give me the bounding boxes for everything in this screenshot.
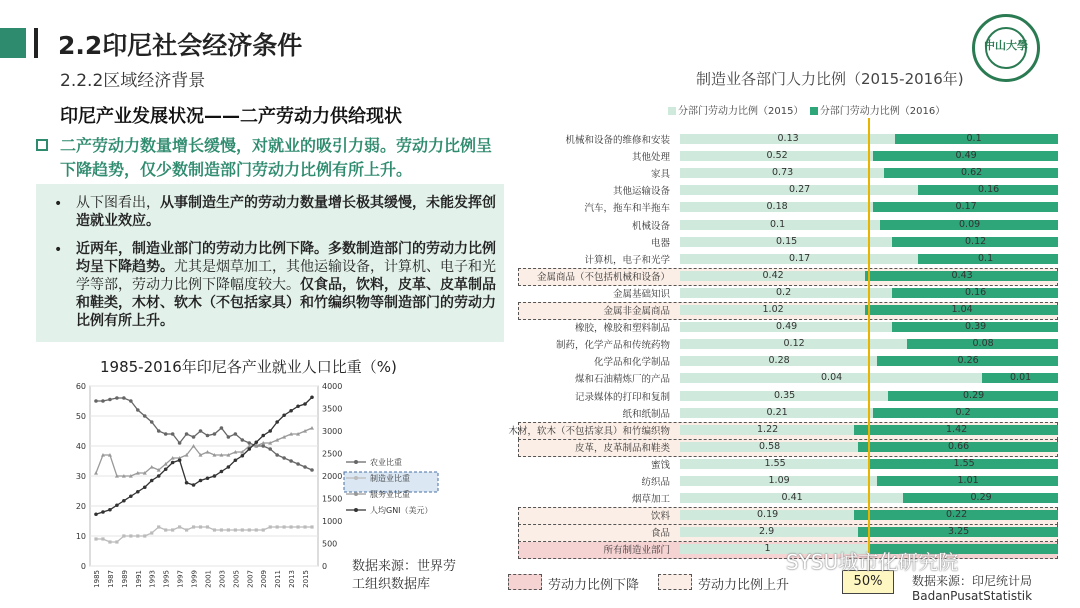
value-label-2015: 0.58 bbox=[759, 440, 781, 452]
legend-2015-label: 分部门劳动力比例（2015） bbox=[678, 106, 804, 117]
value-label-2016: 3.25 bbox=[948, 526, 970, 538]
data-point bbox=[220, 528, 223, 531]
bullet-1 bbox=[76, 194, 496, 230]
value-label-2016: 0.2 bbox=[955, 406, 971, 418]
value-label-2015: 1 bbox=[764, 543, 771, 555]
legend-label: 农业比重 bbox=[370, 458, 402, 467]
value-label-2016: 1.55 bbox=[953, 457, 975, 469]
x-tick-label: 2001 bbox=[204, 570, 213, 588]
data-point bbox=[269, 525, 272, 528]
category-label: 其他运输设备 bbox=[612, 186, 670, 198]
data-point bbox=[275, 453, 279, 457]
data-point bbox=[164, 432, 168, 436]
left-chart-legend bbox=[342, 452, 442, 520]
data-point bbox=[303, 402, 307, 406]
y-tick-label: 20 bbox=[75, 502, 86, 511]
bullet-2 bbox=[76, 240, 496, 330]
right-chart-legend bbox=[668, 102, 945, 117]
square-bullet-icon bbox=[36, 139, 48, 151]
page-title: 2.2印尼社会经济条件 bbox=[58, 31, 303, 60]
data-point bbox=[276, 525, 279, 528]
data-point bbox=[241, 438, 245, 442]
data-point bbox=[192, 525, 195, 528]
value-label-2015: 0.15 bbox=[776, 235, 798, 247]
data-point bbox=[255, 528, 258, 531]
value-label-2016: 0.39 bbox=[965, 321, 987, 333]
value-label-2015: 0.35 bbox=[774, 389, 796, 401]
data-point bbox=[261, 434, 265, 438]
legend-down-swatch bbox=[508, 574, 542, 590]
data-point bbox=[185, 528, 188, 531]
data-point bbox=[213, 432, 217, 436]
data-point bbox=[234, 528, 237, 531]
y-tick-label: 0 bbox=[80, 562, 86, 571]
value-label-2015: 0.52 bbox=[766, 150, 788, 162]
category-label: 计算机，电子和光学 bbox=[584, 254, 670, 266]
value-label-2016: 0.16 bbox=[978, 184, 1000, 196]
x-tick-label: 1999 bbox=[190, 570, 199, 588]
data-point bbox=[122, 534, 125, 537]
data-point bbox=[275, 420, 279, 424]
data-point bbox=[241, 454, 245, 458]
left-chart bbox=[62, 378, 362, 594]
category-label: 电器 bbox=[650, 237, 670, 249]
data-point bbox=[220, 470, 224, 474]
x-tick-label: 1987 bbox=[106, 570, 115, 588]
category-label: 机械和设备的维修和安装 bbox=[565, 135, 670, 146]
data-point bbox=[150, 420, 154, 424]
value-label-2016: 0.29 bbox=[970, 492, 992, 504]
legend-label: 制造业比重 bbox=[370, 474, 410, 483]
logo-text: 中山大學 bbox=[984, 39, 1028, 52]
x-tick-label: 2005 bbox=[232, 570, 241, 588]
data-point bbox=[192, 483, 196, 487]
value-label-2016: 0.29 bbox=[963, 389, 985, 401]
category-label: 汽车，拖车和半拖车 bbox=[584, 203, 670, 215]
category-label: 化学品和化学制品 bbox=[593, 357, 670, 369]
data-point bbox=[115, 540, 118, 543]
data-point bbox=[164, 528, 167, 531]
data-point bbox=[178, 441, 182, 445]
data-point bbox=[94, 399, 98, 403]
value-label-2015: 0.27 bbox=[789, 184, 811, 196]
x-tick-label: 1991 bbox=[134, 570, 143, 588]
bullet-2-text: 尤其是烟草加工，其他运输设备，计算机、电子和光学等部，劳动力比例下降幅度较大。 bbox=[76, 259, 496, 293]
value-label-2015: 0.21 bbox=[766, 406, 788, 418]
data-point bbox=[310, 525, 313, 528]
data-point bbox=[171, 528, 174, 531]
data-point bbox=[157, 429, 161, 433]
data-point bbox=[220, 426, 224, 430]
legend-down-label: 劳动力比例下降 bbox=[548, 578, 640, 593]
value-label-2015: 0.17 bbox=[789, 252, 811, 264]
category-label: 家具 bbox=[650, 169, 670, 181]
y2-tick-label: 500 bbox=[322, 539, 338, 549]
right-chart-title: 制造业各部门人力比例（2015-2016年) bbox=[696, 70, 964, 88]
x-tick-label: 2007 bbox=[246, 570, 255, 588]
bullet-dot-icon: • bbox=[54, 196, 63, 212]
value-label-2015: 1.55 bbox=[764, 457, 786, 469]
value-label-2015: 0.2 bbox=[776, 286, 792, 298]
value-label-2016: 0.66 bbox=[948, 440, 970, 452]
data-point bbox=[254, 440, 258, 444]
category-label: 机械设备 bbox=[631, 220, 670, 232]
data-point bbox=[261, 444, 265, 448]
data-point bbox=[150, 531, 153, 534]
data-point bbox=[227, 528, 230, 531]
data-point bbox=[185, 432, 189, 436]
data-point bbox=[136, 534, 139, 537]
value-label-2016: 0.43 bbox=[951, 269, 973, 281]
data-point bbox=[206, 476, 210, 480]
value-label-2016: 0.22 bbox=[946, 509, 968, 521]
y2-tick-label: 1500 bbox=[322, 494, 343, 504]
value-label-2016: 1.42 bbox=[946, 423, 968, 435]
left-chart-source: 数据来源：世界劳工组织数据库 bbox=[352, 559, 457, 592]
data-point bbox=[143, 485, 147, 489]
x-tick-label: 1985 bbox=[93, 570, 101, 588]
data-point bbox=[282, 456, 286, 460]
data-point bbox=[268, 429, 272, 433]
data-point bbox=[143, 414, 147, 418]
category-label: 金属商品（不包括机械和设备） bbox=[536, 271, 670, 283]
category-label: 煤和石油精炼厂的产品 bbox=[574, 374, 670, 386]
data-point bbox=[115, 396, 119, 400]
data-point bbox=[129, 494, 133, 498]
category-label: 橡胶，橡胶和塑料制品 bbox=[574, 323, 670, 335]
data-point bbox=[129, 399, 133, 403]
legend-label: 人均GNI（美元） bbox=[370, 506, 433, 515]
y2-tick-label: 3500 bbox=[322, 404, 343, 414]
data-point bbox=[157, 474, 161, 478]
data-point bbox=[171, 461, 175, 465]
value-label-2015: 2.9 bbox=[759, 526, 775, 538]
page-subtitle: 2.2.2区域经济背景 bbox=[60, 71, 206, 91]
value-label-2016: 0.1 bbox=[978, 252, 994, 264]
value-label-2015: 0.73 bbox=[772, 167, 794, 179]
category-label: 制药，化学产品和传统药物 bbox=[555, 340, 670, 352]
value-label-2015: 0.19 bbox=[757, 509, 779, 521]
value-label-2015: 0.42 bbox=[762, 269, 784, 281]
category-label: 蜜饯 bbox=[650, 459, 670, 471]
data-point bbox=[296, 404, 300, 408]
data-point bbox=[136, 408, 140, 412]
category-label: 皮革，皮革制品和鞋类 bbox=[574, 442, 670, 454]
y-tick-label: 60 bbox=[75, 382, 86, 391]
data-point bbox=[94, 512, 98, 516]
data-point bbox=[289, 459, 293, 463]
x-tick-label: 1989 bbox=[120, 570, 129, 588]
category-label: 木材，软木（不包括家具）和竹编织物 bbox=[508, 425, 670, 437]
x-tick-label: 2015 bbox=[302, 570, 311, 588]
value-label-2016: 0.17 bbox=[955, 201, 977, 213]
data-point bbox=[185, 481, 189, 485]
data-point bbox=[289, 409, 293, 413]
data-point bbox=[122, 396, 126, 400]
left-chart-y-axis bbox=[76, 382, 86, 571]
data-point bbox=[157, 525, 160, 528]
accent-bar bbox=[34, 28, 38, 58]
x-tick-label: 2011 bbox=[274, 570, 283, 588]
data-point bbox=[164, 467, 168, 471]
category-label: 记录媒体的打印和复制 bbox=[574, 391, 670, 403]
x-tick-label: 2003 bbox=[218, 570, 227, 588]
y-tick-label: 10 bbox=[75, 532, 86, 541]
category-label: 食品 bbox=[650, 528, 670, 540]
value-label-2016: 0.09 bbox=[959, 218, 981, 230]
legend-marker bbox=[354, 508, 358, 512]
data-point bbox=[206, 434, 210, 438]
data-point bbox=[248, 528, 251, 531]
x-tick-label: 1993 bbox=[148, 570, 157, 588]
category-label: 纺织品 bbox=[641, 477, 670, 488]
data-point bbox=[136, 490, 140, 494]
main-point-text: 二产劳动力数量增长缓慢，对就业的吸引力弱。劳动力比例呈下降趋势，仅少数制造部门劳动力比例有所上升。 bbox=[60, 136, 493, 179]
value-label-2016: 0.08 bbox=[972, 338, 994, 350]
watermark-text: SYSU城市化研究院 bbox=[786, 550, 959, 574]
value-label-2015: 1.02 bbox=[762, 304, 784, 315]
data-point bbox=[94, 537, 97, 540]
data-point bbox=[178, 525, 181, 528]
right-chart-source-2: BadanPusatStatistik bbox=[912, 589, 1033, 603]
left-chart-x-axis bbox=[93, 570, 310, 588]
y-tick-label: 30 bbox=[75, 472, 86, 481]
y2-tick-label: 2000 bbox=[322, 472, 343, 481]
accent-block bbox=[0, 28, 26, 58]
x-tick-label: 2013 bbox=[288, 570, 297, 588]
data-point bbox=[303, 525, 306, 528]
category-label: 饮料 bbox=[650, 511, 670, 523]
value-label-2015: 0.18 bbox=[766, 201, 788, 213]
data-point bbox=[310, 395, 314, 399]
value-label-2015: 0.28 bbox=[768, 355, 790, 367]
data-point bbox=[310, 468, 314, 472]
data-point bbox=[108, 540, 111, 543]
legend-marker bbox=[354, 460, 358, 464]
value-label-2015: 1.22 bbox=[757, 423, 779, 435]
value-label-2016: 0.1 bbox=[966, 133, 982, 144]
category-label: 其他处理 bbox=[631, 152, 670, 164]
value-label-2015: 1.09 bbox=[768, 475, 790, 486]
data-point bbox=[115, 503, 119, 507]
data-point bbox=[129, 534, 132, 537]
data-point bbox=[199, 525, 202, 528]
data-point bbox=[108, 398, 112, 402]
fifty-percent-line bbox=[868, 118, 870, 570]
legend-marker bbox=[354, 492, 358, 496]
value-label-2016: 1.04 bbox=[951, 304, 973, 315]
bullet-1-bold: 从事制造生产的劳动力数量增长极其缓慢，未能发挥创造就业效应。 bbox=[76, 195, 496, 229]
value-label-2015: 0.13 bbox=[777, 133, 799, 144]
data-point bbox=[296, 462, 300, 466]
y2-tick-label: 4000 bbox=[322, 382, 343, 391]
data-point bbox=[192, 435, 196, 439]
legend-2016-label: 分部门劳动力比例（2016） bbox=[819, 106, 946, 117]
data-point bbox=[268, 447, 272, 451]
legend-up-label: 劳动力比例上升 bbox=[698, 578, 790, 593]
legend-marker bbox=[354, 476, 358, 480]
fifty-percent-label: 50% bbox=[842, 570, 894, 594]
x-tick-label: 1995 bbox=[162, 570, 171, 588]
legend-label: 服务业比重 bbox=[370, 490, 410, 499]
data-point bbox=[108, 508, 112, 512]
data-point bbox=[234, 432, 238, 436]
x-tick-label: 2009 bbox=[260, 570, 269, 588]
data-point bbox=[143, 534, 146, 537]
section-title: 印尼产业发展状况——二产劳动力供给现状 bbox=[60, 106, 402, 127]
data-point bbox=[206, 525, 209, 528]
data-point bbox=[289, 525, 292, 528]
value-label-2016: 0.16 bbox=[965, 286, 987, 298]
x-tick-label: 1997 bbox=[176, 570, 185, 588]
value-label-2015: 0.49 bbox=[776, 321, 798, 333]
value-label-2015: 0.04 bbox=[821, 372, 843, 384]
left-chart-title: 1985-2016年印尼各产业就业人口比重（%) bbox=[100, 358, 397, 376]
y-tick-label: 50 bbox=[75, 412, 86, 421]
y2-tick-label: 2500 bbox=[322, 449, 343, 459]
data-point bbox=[247, 447, 251, 451]
legend-2015-swatch bbox=[668, 107, 676, 115]
bullet-2-bold-2: 仅食品，饮料，皮革、皮革制品和鞋类，木材、软木（不包括家具）和竹编织物等制造部门的劳动力比例有所上升。 bbox=[76, 277, 496, 329]
legend-2016-swatch bbox=[810, 107, 818, 115]
data-point bbox=[178, 458, 182, 462]
value-label-2015: 0.41 bbox=[781, 492, 803, 504]
y2-tick-label: 0 bbox=[322, 562, 328, 571]
data-point bbox=[150, 479, 154, 483]
data-point bbox=[213, 528, 216, 531]
data-point bbox=[213, 474, 217, 478]
category-label: 纸和纸制品 bbox=[622, 408, 670, 420]
data-point bbox=[241, 528, 244, 531]
data-point bbox=[234, 458, 238, 462]
y-tick-label: 40 bbox=[75, 442, 86, 451]
category-label: 金属基础知识 bbox=[612, 288, 670, 300]
value-label-2016: 0.62 bbox=[961, 167, 983, 179]
data-point bbox=[101, 399, 105, 403]
data-point bbox=[199, 429, 203, 433]
data-point bbox=[101, 510, 105, 514]
data-point bbox=[303, 465, 307, 469]
y2-tick-label: 3000 bbox=[322, 427, 343, 436]
data-point bbox=[171, 432, 175, 436]
value-label-2016: 0.01 bbox=[1010, 372, 1032, 384]
university-logo bbox=[972, 14, 1040, 82]
left-chart-y2-axis bbox=[322, 382, 342, 571]
value-label-2015: 0.12 bbox=[783, 338, 805, 350]
bullet-2-bold: 近两年，制造业部门的劳动力比例下降。多数制造部门的劳动力比例均呈下降趋势。 bbox=[76, 241, 496, 275]
y2-tick-label: 1000 bbox=[322, 517, 343, 526]
value-label-2016: 0.49 bbox=[955, 150, 977, 162]
data-point bbox=[227, 465, 231, 469]
value-label-2016: 0.12 bbox=[965, 235, 987, 247]
value-label-2016: 1.01 bbox=[957, 475, 979, 486]
value-label-2016: 0.26 bbox=[957, 355, 979, 367]
data-point bbox=[101, 537, 104, 540]
main-point bbox=[36, 134, 506, 182]
value-label-2015: 0.1 bbox=[770, 218, 786, 230]
data-point bbox=[283, 525, 286, 528]
category-label: 烟草加工 bbox=[631, 494, 670, 506]
bullet-dot-icon: • bbox=[54, 242, 63, 258]
data-point bbox=[122, 499, 126, 503]
data-point bbox=[262, 528, 265, 531]
bullet-1-text: 从下图看出， bbox=[76, 195, 160, 211]
data-point bbox=[296, 525, 299, 528]
data-point bbox=[199, 479, 203, 483]
category-label: 金属非金属商品 bbox=[603, 306, 670, 317]
data-point bbox=[282, 413, 286, 417]
category-label: 所有制造业部门 bbox=[603, 545, 670, 557]
legend-up-swatch bbox=[658, 574, 692, 590]
data-point bbox=[227, 435, 231, 439]
right-chart-source: 数据来源：印尼统计局 bbox=[912, 574, 1033, 588]
